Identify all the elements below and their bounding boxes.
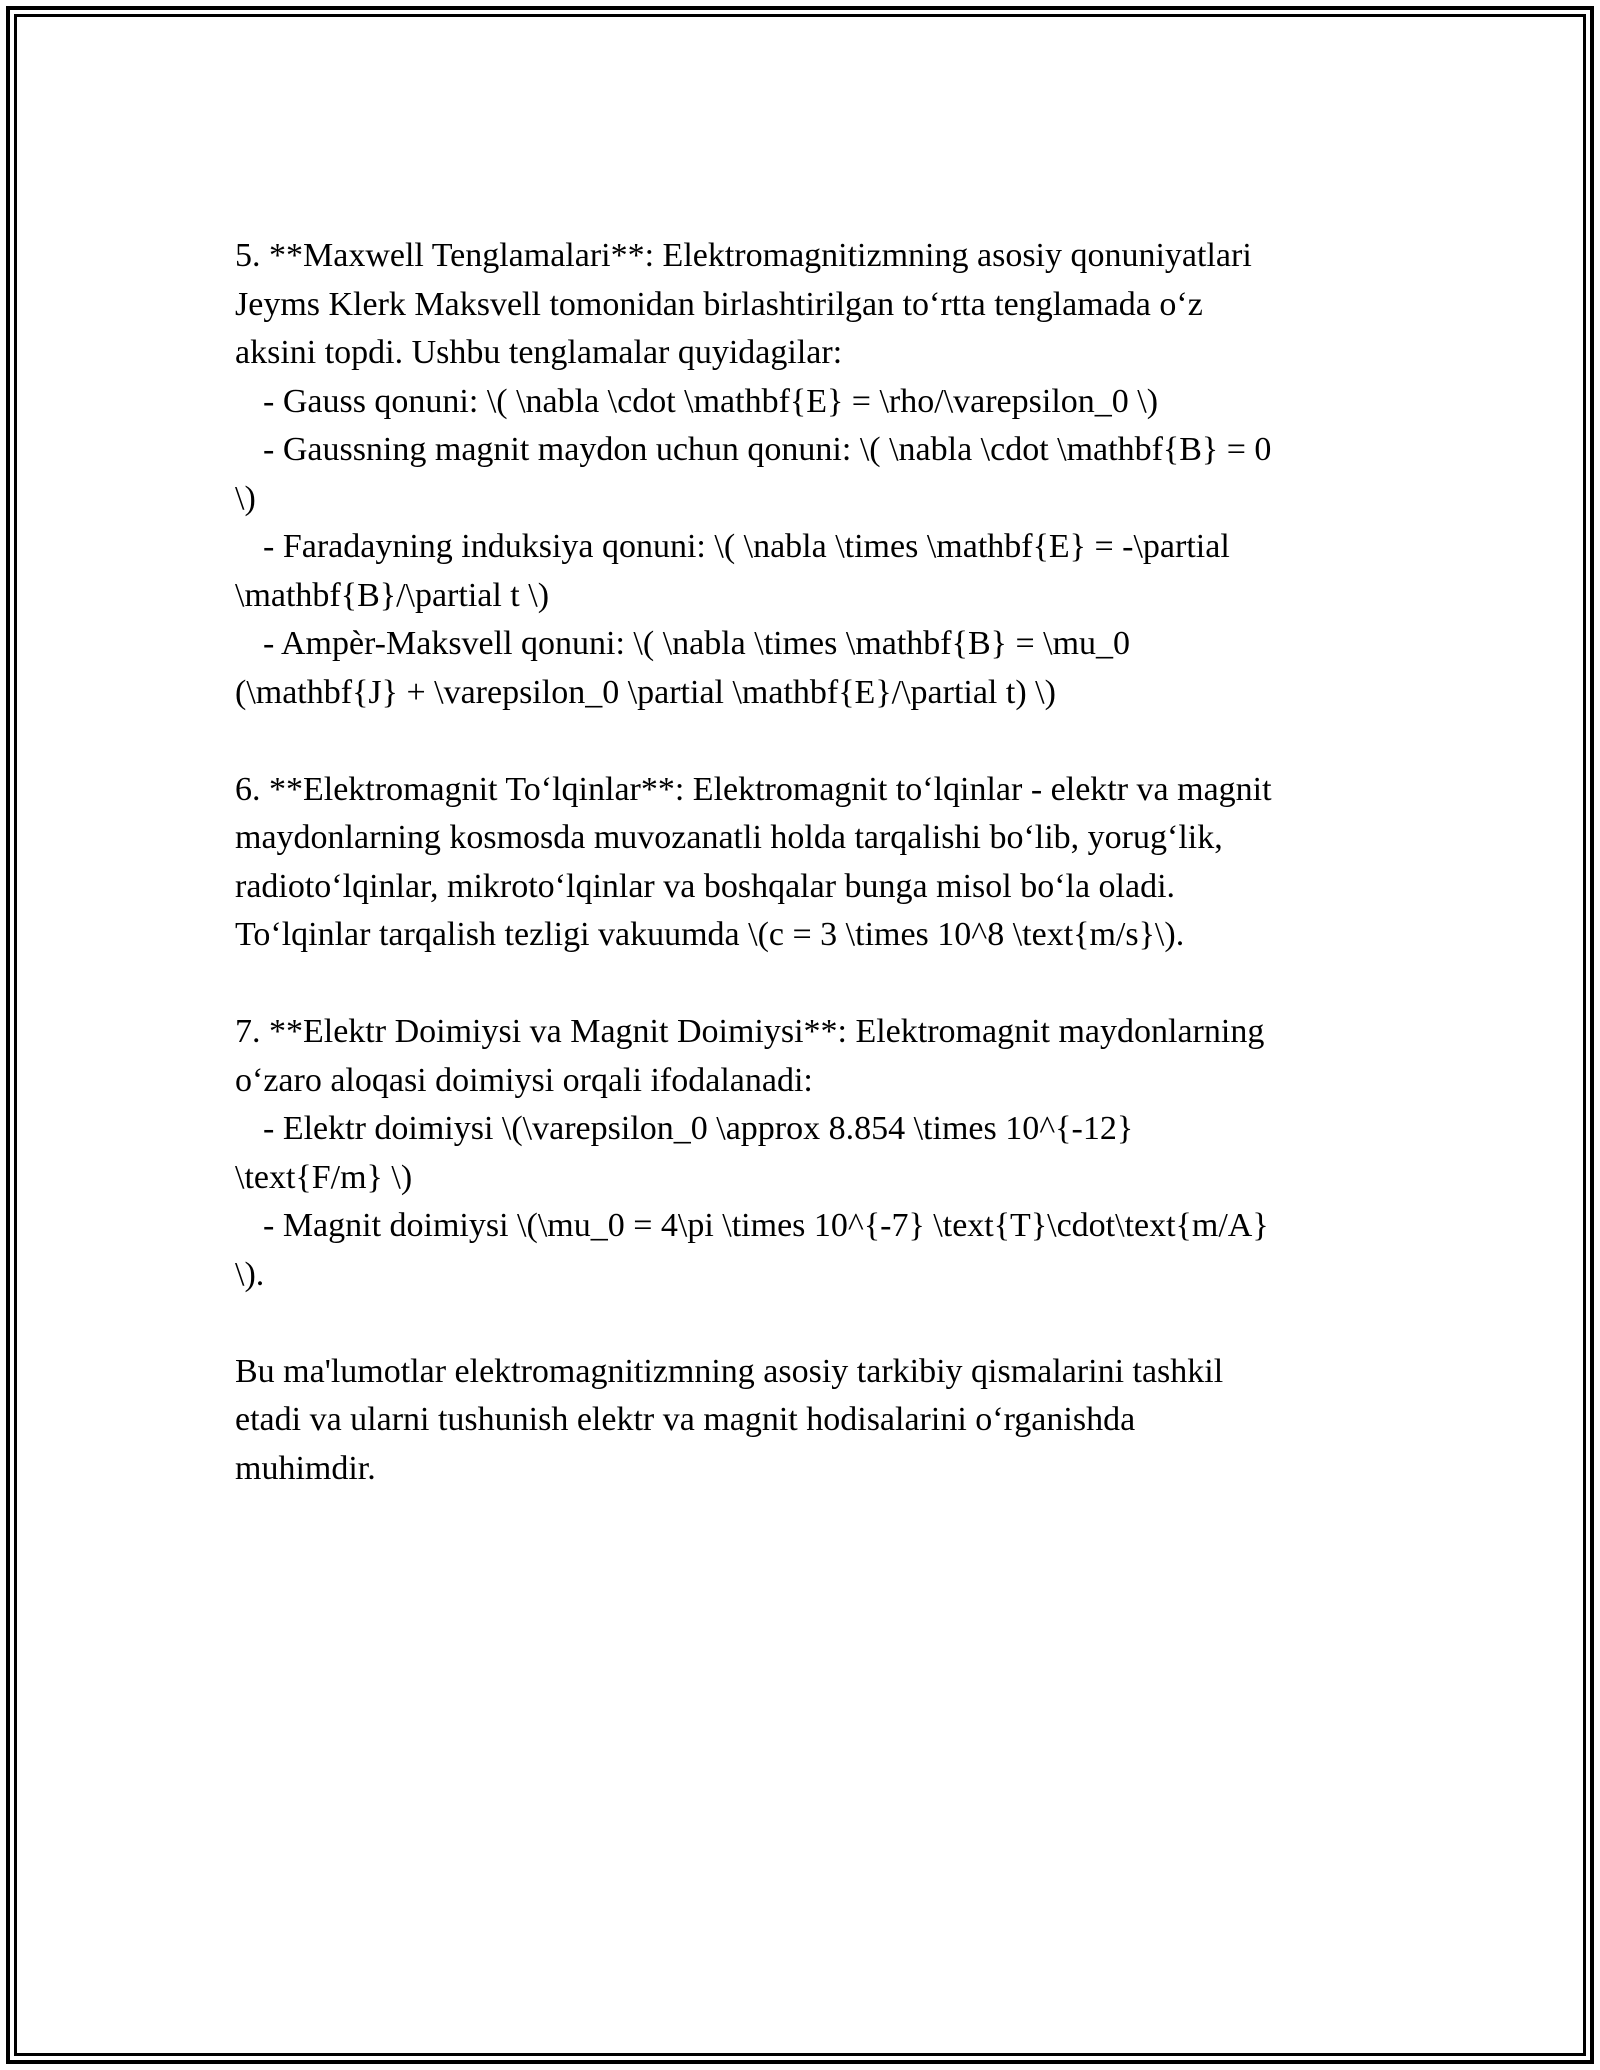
- text-line: Jeyms Klerk Maksvell tomonidan birlashtirilgan to‘rtta tenglamada o‘z: [235, 285, 1203, 323]
- text-line: 5. **Maxwell Tenglamalari**: Elektromagnitizmning asosiy qonuniyatlari: [235, 237, 1252, 274]
- conclusion-paragraph: [235, 1348, 1365, 1494]
- list-item-magnetic-constant: - Magnit doimiysi \(\mu_0 = 4\pi \times 10^{-7} \text{T}\cdot\text{m/A}: [263, 1207, 1269, 1244]
- text-line: muhimdir.: [235, 1449, 376, 1487]
- section-constants: [235, 1008, 1365, 1299]
- text-line: o‘zaro aloqasi doimiysi orqali ifodalanadi:: [235, 1061, 813, 1099]
- text-line: etadi va ularni tushunish elektr va magnit hodisalarini o‘rganishda: [235, 1401, 1136, 1438]
- list-item-electric-constant: - Elektr doimiysi \(\varepsilon_0 \approx 8.854 \times 10^{-12}: [263, 1110, 1134, 1147]
- section-electromagnetic-waves: [235, 766, 1365, 960]
- text-line: (\mathbf{J} + \varepsilon_0 \partial \mathbf{E}/\partial t) \): [235, 673, 1056, 711]
- list-item-gauss-magnetism: - Gaussning magnit maydon uchun qonuni: \( \nabla \cdot \mathbf{B} = 0: [263, 431, 1272, 468]
- text-line: \): [235, 479, 256, 517]
- text-line: radioto‘lqinlar, mikroto‘lqinlar va boshqalar bunga misol bo‘la oladi.: [235, 867, 1176, 905]
- text-line: \).: [235, 1255, 265, 1293]
- text-line: aksini topdi. Ushbu tenglamalar quyidagilar:: [235, 334, 843, 371]
- list-item-faraday-law: - Faradayning induksiya qonuni: \( \nabla \times \mathbf{E} = -\partial: [263, 528, 1230, 565]
- text-line: 6. **Elektromagnit To‘lqinlar**: Elektromagnit to‘lqinlar - elektr va magnit: [235, 770, 1272, 808]
- list-item-gauss-law: - Gauss qonuni: \( \nabla \cdot \mathbf{E} = \rho/\varepsilon_0 \): [263, 382, 1159, 420]
- text-line: \mathbf{B}/\partial t \): [235, 576, 550, 614]
- text-line: Bu ma'lumotlar elektromagnitizmning asosiy tarkibiy qismalarini tashkil: [235, 1352, 1224, 1390]
- text-line: \text{F/m} \): [235, 1158, 413, 1196]
- section-maxwell-equations: [235, 232, 1365, 717]
- list-item-ampere-maxwell-law: - Ampèr-Maksvell qonuni: \( \nabla \times \mathbf{B} = \mu_0: [263, 625, 1131, 662]
- document-body: [235, 232, 1365, 1542]
- text-line: maydonlarning kosmosda muvozanatli holda tarqalishi bo‘lib, yorug‘lik,: [235, 819, 1223, 856]
- text-line: 7. **Elektr Doimiysi va Magnit Doimiysi**: Elektromagnit maydonlarning: [235, 1013, 1265, 1050]
- text-line: To‘lqinlar tarqalish tezligi vakuumda \(c = 3 \times 10^8 \text{m/s}\).: [235, 916, 1185, 953]
